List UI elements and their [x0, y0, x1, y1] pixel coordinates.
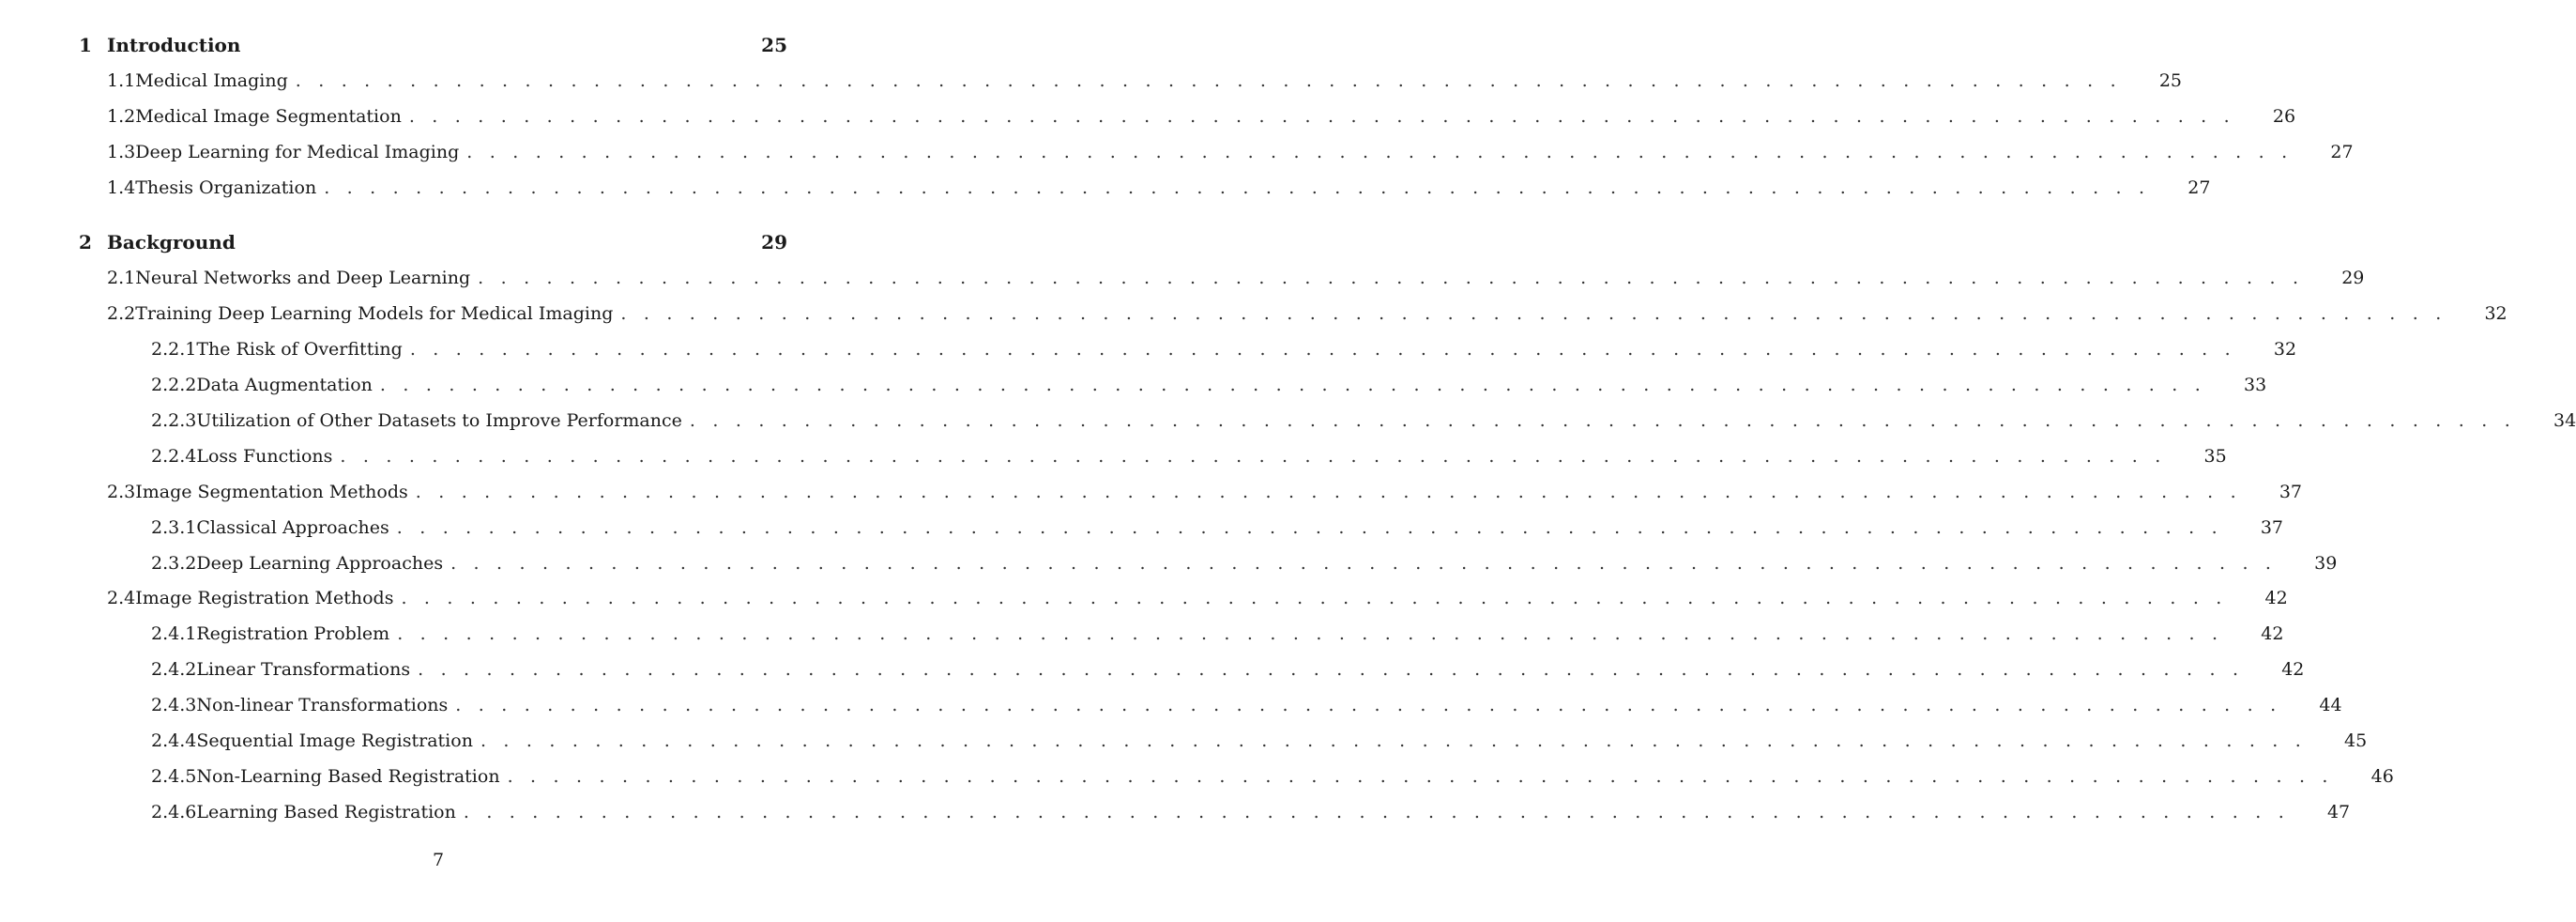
toc-entry-number: 2.4.1 [151, 623, 197, 644]
toc-entry-number: 2.4.3 [151, 695, 197, 715]
toc-entry-page: 29 [761, 231, 787, 254]
dot-leader: . . . . . . . . . . . . . . . . . . . . . . . . . . . . . . . . . . . . . . . . . . . . . . . . . . . . . . . . . . . . . . . . . . . . . . . . . . . . . . . . [466, 142, 2294, 162]
toc-entry-number: 1.4 [107, 177, 136, 198]
toc-entry-number: 2.2.2 [151, 375, 197, 395]
toc-entry-page: 32 [2484, 303, 2507, 324]
toc-entry-title: Classical Approaches [196, 517, 389, 538]
toc-entry-title: Utilization of Other Datasets to Improve Performance [196, 410, 682, 431]
toc-entry-title: Non-Learning Based Registration [196, 766, 500, 787]
toc-entry-page: 27 [2330, 142, 2354, 162]
toc-section-entry[interactable] [151, 407, 2576, 435]
toc-entry-page: 33 [2244, 375, 2267, 395]
toc-entry-number: 2.4.2 [151, 659, 197, 680]
toc-section-entry[interactable] [151, 514, 2284, 542]
toc-section-entry[interactable] [107, 138, 2354, 166]
toc-section-entry[interactable] [107, 264, 2365, 292]
toc-entry-title: Image Registration Methods [135, 588, 394, 608]
toc-entry-number: 2.4.6 [151, 802, 197, 822]
toc-entry-title: Introduction [107, 34, 241, 56]
dot-leader: . . . . . . . . . . . . . . . . . . . . . . . . . . . . . . . . . . . . . . . . . . . . . . . . . . . . . . . . . . . . . . . . . . . . . . . . . . . . . . . . [295, 70, 2122, 91]
toc-entry-title: Neural Networks and Deep Learning [135, 268, 471, 288]
toc-entry-page: 42 [2264, 588, 2288, 608]
toc-section-entry[interactable] [151, 371, 2267, 399]
toc-chapter-entry[interactable] [79, 31, 787, 59]
toc-section-entry[interactable] [107, 102, 2296, 131]
toc-entry-page: 47 [2326, 802, 2351, 822]
dot-leader: . . . . . . . . . . . . . . . . . . . . . . . . . . . . . . . . . . . . . . . . . . . . . . . . . . . . . . . . . . . . . . . . . . . . . . . . . . . . . . . . [324, 177, 2151, 198]
dot-leader: . . . . . . . . . . . . . . . . . . . . . . . . . . . . . . . . . . . . . . . . . . . . . . . . . . . . . . . . . . . . . . . . . . . . . . . . . . . . . . . . [480, 730, 2308, 751]
toc-entry-title: Training Deep Learning Models for Medical Imaging [135, 303, 614, 324]
dot-leader: . . . . . . . . . . . . . . . . . . . . . . . . . . . . . . . . . . . . . . . . . . . . . . . . . . . . . . . . . . . . . . . . . . . . . . . . . . . . . . . . [507, 766, 2334, 787]
toc-entry-number: 2.4.5 [151, 766, 197, 787]
dot-leader: . . . . . . . . . . . . . . . . . . . . . . . . . . . . . . . . . . . . . . . . . . . . . . . . . . . . . . . . . . . . . . . . . . . . . . . . . . . . . . . . [463, 802, 2290, 822]
toc-entry-page: 44 [2319, 695, 2342, 715]
toc-entry-page: 32 [2273, 339, 2297, 360]
toc-section-entry[interactable] [151, 762, 2394, 791]
dot-leader: . . . . . . . . . . . . . . . . . . . . . . . . . . . . . . . . . . . . . . . . . . . . . . . . . . . . . . . . . . . . . . . . . . . . . . . . . . . . . . . . [415, 482, 2242, 502]
toc-entry-title: Loss Functions [196, 446, 333, 467]
toc-entry-number: 2.3 [107, 482, 136, 502]
toc-entry-title: Deep Learning for Medical Imaging [135, 142, 460, 162]
toc-entry-page: 46 [2370, 766, 2394, 787]
toc-entry-page: 25 [2158, 70, 2183, 91]
toc-section-entry[interactable] [107, 67, 2183, 95]
toc-entry-number: 2.1 [107, 268, 136, 288]
toc-entry-title: Background [107, 231, 236, 254]
toc-section-entry[interactable] [151, 655, 2305, 684]
toc-entry-number: 2.3.2 [151, 553, 197, 574]
toc-section-entry[interactable] [107, 300, 2507, 328]
toc-entry-page: 39 [2314, 553, 2338, 574]
toc-entry-title: Non-linear Transformations [196, 695, 449, 715]
dot-leader: . . . . . . . . . . . . . . . . . . . . . . . . . . . . . . . . . . . . . . . . . . . . . . . . . . . . . . . . . . . . . . . . . . . . . . . . . . . . . . . . [408, 106, 2235, 127]
toc-section-entry[interactable] [151, 620, 2284, 648]
dot-leader: . . . . . . . . . . . . . . . . . . . . . . . . . . . . . . . . . . . . . . . . . . . . . . . . . . . . . . . . . . . . . . . . . . . . . . . . . . . . . . . . [401, 588, 2228, 608]
toc-entry-number: 2.2.3 [151, 410, 197, 431]
toc-entry-number: 1.3 [107, 142, 136, 162]
toc-section-entry[interactable] [151, 691, 2342, 719]
toc-entry-number: 2.4 [107, 588, 136, 608]
toc-section-entry[interactable] [151, 335, 2297, 363]
toc-entry-number: 2.4.4 [151, 730, 197, 751]
toc-chapter-entry[interactable] [79, 228, 787, 256]
toc-entry-page: 25 [761, 34, 787, 56]
toc-entry-page: 45 [2344, 730, 2368, 751]
toc-section-entry[interactable] [107, 174, 2211, 202]
toc-entry-number: 2.3.1 [151, 517, 197, 538]
page-number: 7 [432, 850, 445, 870]
toc-entry-number: 2 [79, 231, 92, 254]
toc-entry-page: 37 [2279, 482, 2303, 502]
toc-entry-number: 2.2.4 [151, 446, 197, 467]
toc-entry-page: 27 [2187, 177, 2211, 198]
toc-entry-page: 35 [2203, 446, 2227, 467]
dot-leader: . . . . . . . . . . . . . . . . . . . . . . . . . . . . . . . . . . . . . . . . . . . . . . . . . . . . . . . . . . . . . . . . . . . . . . . . . . . . . . . . [397, 623, 2224, 644]
toc-section-entry[interactable] [107, 584, 2288, 612]
toc-entry-page: 26 [2272, 106, 2296, 127]
toc-entry-title: Deep Learning Approaches [196, 553, 444, 574]
toc-entry-title: Registration Problem [196, 623, 390, 644]
dot-leader: . . . . . . . . . . . . . . . . . . . . . . . . . . . . . . . . . . . . . . . . . . . . . . . . . . . . . . . . . . . . . . . . . . . . . . . . . . . . . . . . [450, 553, 2278, 574]
dot-leader: . . . . . . . . . . . . . . . . . . . . . . . . . . . . . . . . . . . . . . . . . . . . . . . . . . . . . . . . . . . . . . . . . . . . . . . . . . . . . . . . [379, 375, 2206, 395]
toc-entry-title: Medical Imaging [135, 70, 288, 91]
toc-entry-title: Sequential Image Registration [196, 730, 473, 751]
dot-leader: . . . . . . . . . . . . . . . . . . . . . . . . . . . . . . . . . . . . . . . . . . . . . . . . . . . . . . . . . . . . . . . . . . . . . . . . . . . . . . . . [340, 446, 2167, 467]
toc-entry-title: Linear Transformations [196, 659, 411, 680]
toc-entry-number: 1.1 [107, 70, 136, 91]
dot-leader: . . . . . . . . . . . . . . . . . . . . . . . . . . . . . . . . . . . . . . . . . . . . . . . . . . . . . . . . . . . . . . . . . . . . . . . . . . . . . . . . [689, 410, 2516, 431]
dot-leader: . . . . . . . . . . . . . . . . . . . . . . . . . . . . . . . . . . . . . . . . . . . . . . . . . . . . . . . . . . . . . . . . . . . . . . . . . . . . . . . . [409, 339, 2236, 360]
dot-leader: . . . . . . . . . . . . . . . . . . . . . . . . . . . . . . . . . . . . . . . . . . . . . . . . . . . . . . . . . . . . . . . . . . . . . . . . . . . . . . . . [455, 695, 2282, 715]
dot-leader: . . . . . . . . . . . . . . . . . . . . . . . . . . . . . . . . . . . . . . . . . . . . . . . . . . . . . . . . . . . . . . . . . . . . . . . . . . . . . . . . [620, 303, 2447, 324]
toc-section-entry[interactable] [151, 549, 2338, 577]
toc-entry-title: The Risk of Overfitting [196, 339, 403, 360]
toc-entry-title: Learning Based Registration [196, 802, 456, 822]
toc-section-entry[interactable] [151, 727, 2368, 755]
toc-entry-page: 29 [2341, 268, 2365, 288]
toc-entry-title: Image Segmentation Methods [135, 482, 408, 502]
toc-entry-page: 42 [2281, 659, 2305, 680]
toc-entry-number: 1.2 [107, 106, 136, 127]
dot-leader: . . . . . . . . . . . . . . . . . . . . . . . . . . . . . . . . . . . . . . . . . . . . . . . . . . . . . . . . . . . . . . . . . . . . . . . . . . . . . . . . [478, 268, 2305, 288]
toc-entry-page: 42 [2261, 623, 2284, 644]
toc-entry-title: Data Augmentation [196, 375, 373, 395]
toc-entry-number: 1 [79, 34, 92, 56]
toc-section-entry[interactable] [151, 442, 2227, 470]
toc-entry-title: Thesis Organization [135, 177, 317, 198]
toc-section-entry[interactable] [107, 478, 2303, 506]
toc-entry-number: 2.2.1 [151, 339, 197, 360]
toc-entry-page: 34 [2553, 410, 2576, 431]
toc-entry-page: 37 [2260, 517, 2284, 538]
dot-leader: . . . . . . . . . . . . . . . . . . . . . . . . . . . . . . . . . . . . . . . . . . . . . . . . . . . . . . . . . . . . . . . . . . . . . . . . . . . . . . . . [418, 659, 2245, 680]
toc-entry-title: Medical Image Segmentation [135, 106, 402, 127]
dot-leader: . . . . . . . . . . . . . . . . . . . . . . . . . . . . . . . . . . . . . . . . . . . . . . . . . . . . . . . . . . . . . . . . . . . . . . . . . . . . . . . . [396, 517, 2223, 538]
toc-entry-number: 2.2 [107, 303, 136, 324]
toc-section-entry[interactable] [151, 798, 2351, 826]
